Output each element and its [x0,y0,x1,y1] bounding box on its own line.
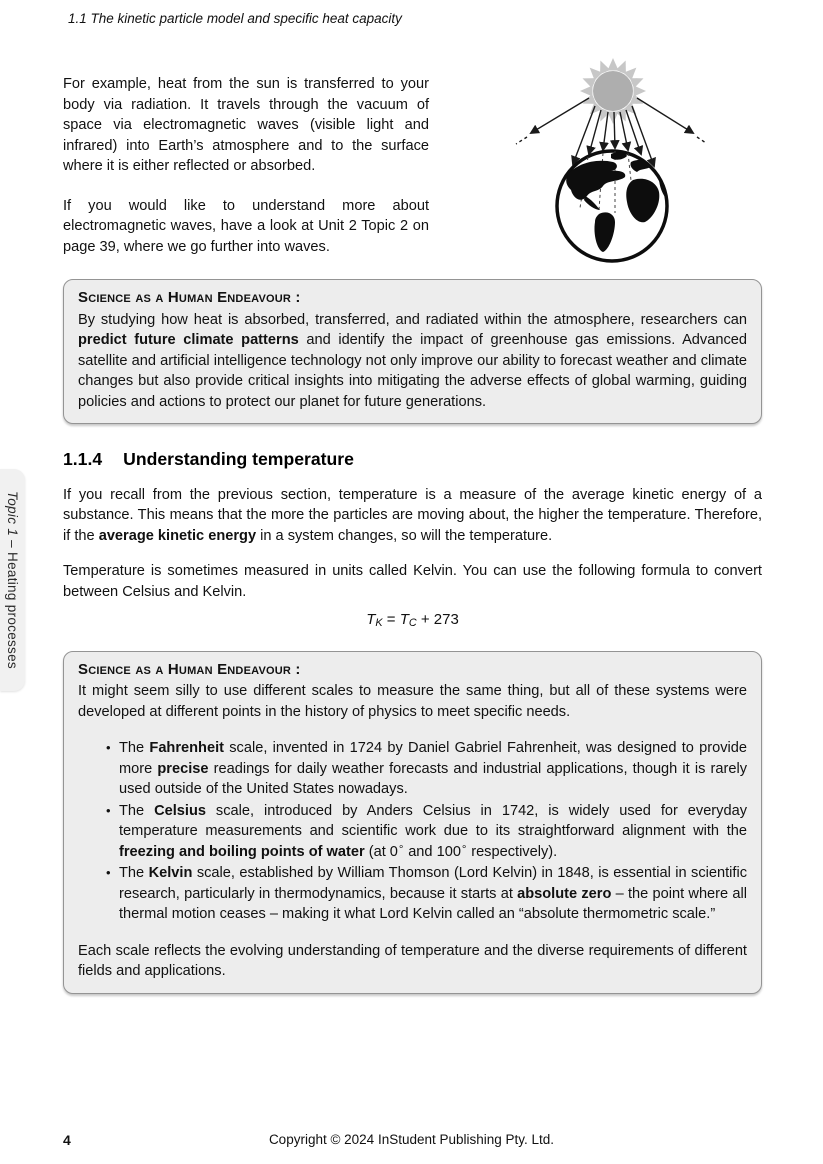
paragraph-temperature-definition: If you recall from the previous section, temperature is a measure of the average kinetic energy of a substance. This means that the more the particles are moving about, the higher the temperature. Therefore, if the average kinetic energy in a system changes, so will the temperature. [63,486,762,544]
paragraph-waves-reference: If you would like to understand more about electromagnetic waves, have a look at Unit 2 Topic 2 on page 39, where we go further into waves. [63,197,429,255]
page-number: 4 [63,1132,71,1148]
paragraph-radiation: For example, heat from the sun is transferred to your body via radiation. It travels through the vacuum of space via electromagnetic waves (visible light and infrared) into Earth’s atmosphere and to the surface where it is either reflected or absorbed. [63,76,429,174]
list-item-kelvin: • The Kelvin scale, established by William Thomson (Lord Kelvin) in 1848, is essential in scientific research, particularly in thermodynamics, because it starts at absolute zero – the point where all thermal motion ceases – making it what Lord Kelvin called an “absolute thermometric scale.” [106,863,747,925]
page-content [63,0,762,994]
running-header: 1.1 The kinetic particle model and specific heat capacity [68,11,402,26]
intro-section [63,74,762,270]
list-item-fahrenheit: • The Fahrenheit scale, invented in 1724 by Daniel Gabriel Fahrenheit, was designed to provide more precise readings for daily weather forecasts and industrial applications, though it is rarely used outside of the United States nowadays. [106,738,747,800]
sun-icon [580,58,646,124]
sun-earth-illustration [515,58,707,270]
she-box-climate [63,279,762,424]
page-footer [0,1132,823,1154]
she-heading: Science as a Human Endeavour : [78,289,301,306]
side-tab-label: Topic 1 – Heating processes [5,491,20,669]
she-heading: Science as a Human Endeavour : [78,660,301,678]
section-title: Understanding temperature [123,449,354,469]
section-heading [63,449,762,470]
she-box-temperature-scales [63,651,762,994]
earth-icon [557,151,668,261]
intro-paragraphs [63,74,429,270]
copyright-notice: Copyright © 2024 InStudent Publishing Pty. Ltd. [268,1132,555,1147]
she-scales-intro: It might seem silly to use different scales to measure the same thing, but all of these systems were developed at different points in the history of physics to meet specific needs. [78,683,747,720]
she-climate-body: By studying how heat is absorbed, transferred, and radiated within the atmosphere, researchers can predict future climate patterns and identify the impact of greenhouse gas emissions. Advanced satellite and artificial intelligence technology not only improve our ability to forecast weather and climate changes but also provide critical insights into mitigating the adverse effects of global warming, guiding policies and actions to protect our planet for future generations. [78,311,747,410]
temperature-scales-list [78,738,747,925]
paragraph-kelvin-units: Temperature is sometimes measured in units called Kelvin. You can use the following formula to convert between Celsius and Kelvin. [63,563,762,600]
kelvin-conversion-formula: $T_K = T_C + 273$ [366,611,459,629]
topic-side-tab [0,469,25,691]
list-item-celsius: • The Celsius scale, introduced by Anders Celsius in 1742, is widely used for everyday temperature measurements and scientific work due to its straightforward alignment with the freezing and boiling points of water (at 0∘ and 100∘ respectively). [106,801,747,863]
sun-earth-svg [515,58,707,270]
section-number: 1.1.4 [63,449,103,469]
she-scales-outro: Each scale reflects the evolving understanding of temperature and the diverse requirements of different fields and applications. [78,942,747,979]
